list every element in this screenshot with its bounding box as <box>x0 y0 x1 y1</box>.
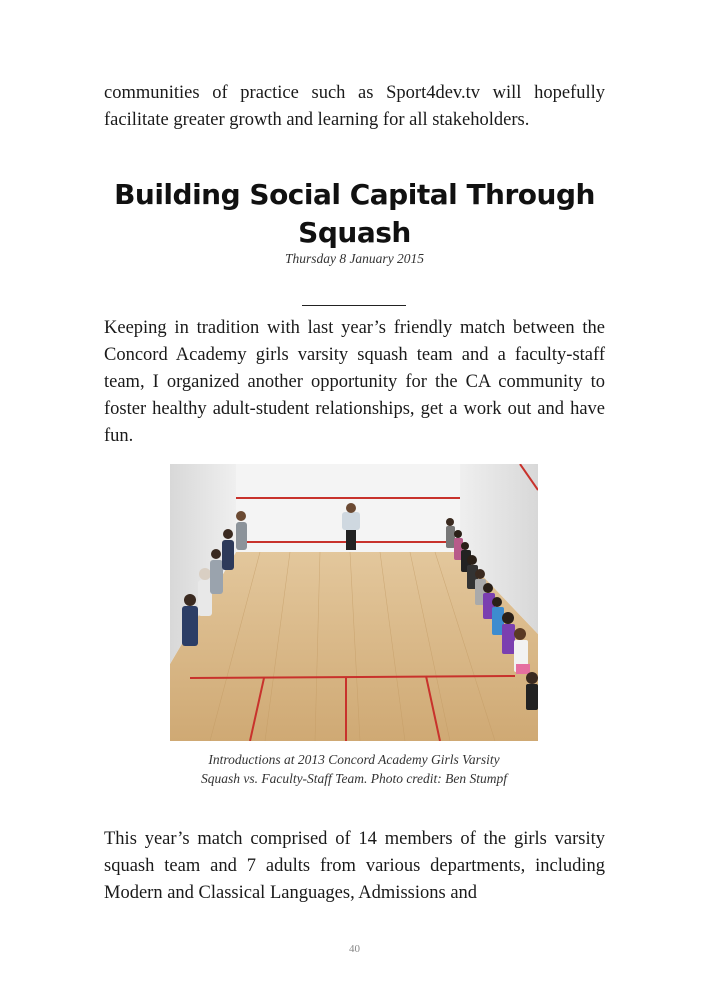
photo-caption-line-1: Introductions at 2013 Concord Academy Girls Varsity <box>208 752 500 767</box>
article-date: Thursday 8 January 2015 <box>284 251 425 266</box>
body-paragraph-2: This year’s match comprised of 14 members of the girls varsity squash team and 7 adults from various departments, including Modern and Classical Languages, Admissions and <box>104 829 605 903</box>
page-number: 40 <box>349 943 360 955</box>
article-title: Building Social Capital Through Squash <box>114 178 595 249</box>
squash-court-photo <box>170 464 538 741</box>
intro-paragraph: communities of practice such as Sport4dev.tv will hopefully facilitate greater growth and learning for all stakeholders. <box>104 83 605 130</box>
photo-caption-line-2: Squash vs. Faculty-Staff Team. Photo credit: Ben Stumpf <box>200 771 508 786</box>
photo-caption <box>150 750 558 788</box>
title-divider <box>302 305 406 306</box>
body-paragraph-1: Keeping in tradition with last year’s friendly match between the Concord Academy girls varsity squash team and a faculty-staff team, I organized another opportunity for the CA community to foster healthy adult-student relationships, get a work out and have fun. <box>104 318 605 446</box>
